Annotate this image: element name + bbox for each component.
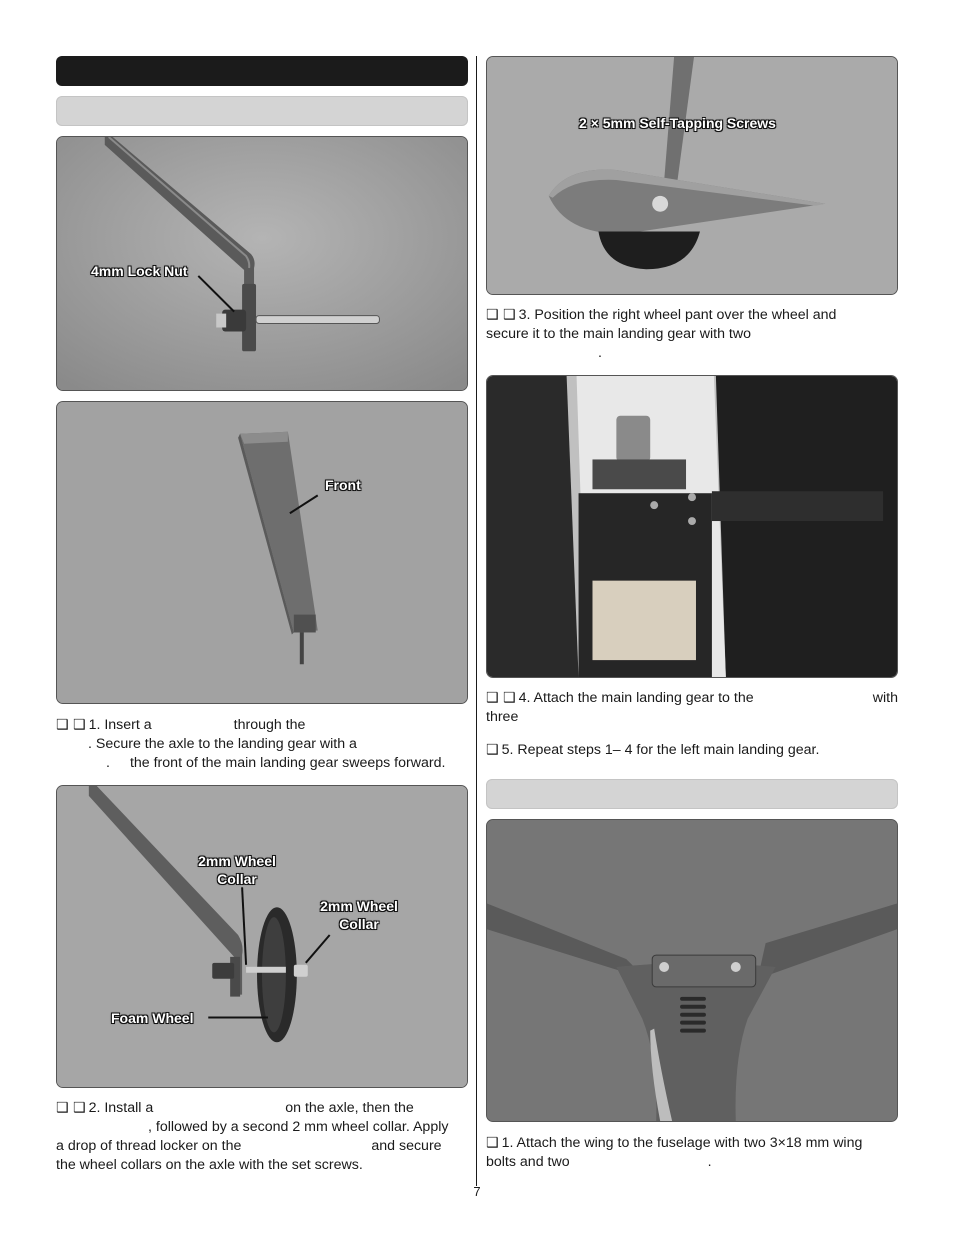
step-5-text: ❑ 5. Repeat steps 1– 4 for the left main landing gear. [486,742,820,758]
step-5-checkbox[interactable]: ❑ [486,742,499,758]
step-2-text: ❑ ❑ 2. Install a on the axle, then the , followed by a second 2 mm wheel collar. Apply a drop of thread locker on the and secure the wheel collars on the axle with the set screws. [56,1100,449,1173]
self-tapping-screws-label: 2 × 5mm Self-Tapping Screws [579,115,776,131]
step-3-text: ❑ ❑ 3. Position the right wheel pant over the wheel and secure it to the main landing gear with two . [486,307,837,361]
step-4-text: ❑ ❑ 4. Attach the main landing gear to the with three [486,690,898,725]
photo-wheel-assembly [56,785,468,1088]
column-divider [476,56,477,1186]
photo-wing-attach [486,819,898,1122]
photo-landing-gear-front [56,401,468,704]
page-number: 7 [473,1184,481,1199]
photo-wheel-pant [486,56,898,295]
step-2-checkboxes[interactable]: ❑ ❑ [56,1100,86,1116]
step-4-checkboxes[interactable]: ❑ ❑ [486,690,516,706]
front-label: Front [325,477,361,493]
step-1-checkboxes[interactable]: ❑ ❑ [56,717,86,733]
step-3-checkboxes[interactable]: ❑ ❑ [486,307,516,323]
subsection-header-bar [56,96,468,126]
lock-nut-label: 4mm Lock Nut [91,263,188,279]
foam-wheel-label: Foam Wheel [111,1010,194,1026]
wheel-collar-left-label: 2mm Wheel Collar [198,853,276,887]
wheel-collar-right-label: 2mm Wheel Collar [320,898,398,932]
photo-lock-nut [56,136,468,391]
wing-step-1-text: ❑ 1. Attach the wing to the fuselage with two 3×18 mm wing bolts and two . [486,1135,863,1170]
wing-subsection-header-bar [486,779,898,809]
section-header-bar [56,56,468,86]
step-1-text: ❑ ❑ 1. Insert a through the . Secure the axle to the landing gear with a . the front of the main landing gear sweeps forward. [56,717,446,771]
photo-fuselage-mount [486,375,898,678]
wing-step-1-checkbox[interactable]: ❑ [486,1135,499,1151]
